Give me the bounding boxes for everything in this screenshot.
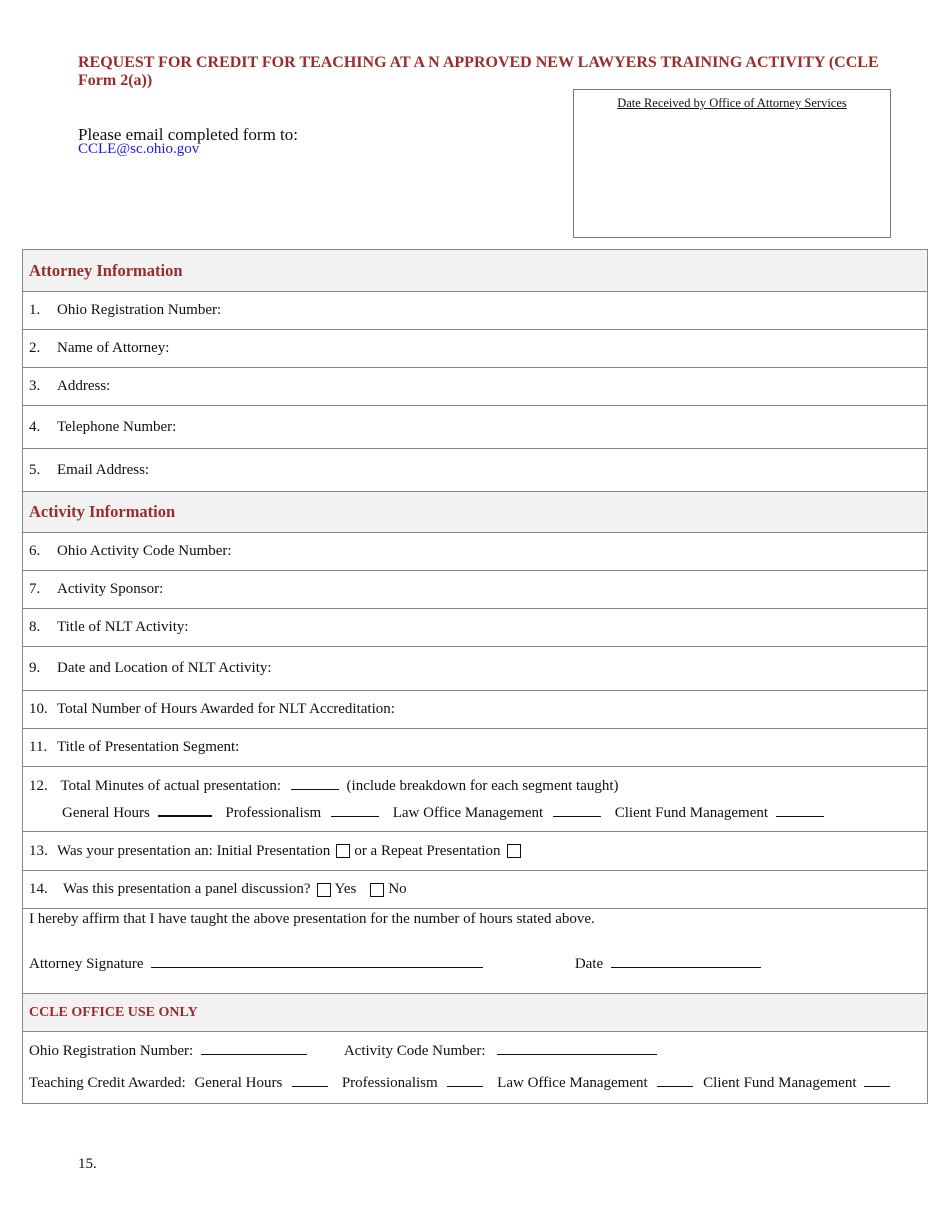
affirmation-block: [23, 909, 927, 994]
email-link[interactable]: CCLE@sc.ohio.gov: [78, 141, 200, 157]
office-use-content: [29, 1032, 890, 1092]
field-telephone-number[interactable]: [23, 406, 927, 449]
affirmation-content: [29, 909, 761, 973]
date-received-label: Date Received by Office of Attorney Services: [617, 96, 847, 110]
field-email-address[interactable]: [23, 449, 927, 492]
general-hours-blank[interactable]: [158, 803, 212, 817]
office-activity-code-label: Activity Code Number:: [343, 1043, 486, 1059]
field-number: 13.: [29, 842, 48, 859]
general-hours-label: General Hours: [62, 805, 150, 821]
client-fund-blank[interactable]: [776, 804, 824, 817]
office-general-blank[interactable]: [292, 1074, 328, 1087]
field-label: Total Minutes of actual presentation:: [60, 778, 282, 794]
date-received-box: [573, 89, 891, 238]
no-label: No: [388, 881, 407, 897]
section-heading: Activity Information: [29, 502, 176, 521]
minutes-blank[interactable]: [291, 777, 339, 790]
field-number: 2.: [29, 340, 41, 356]
field-address[interactable]: [23, 368, 927, 406]
field-number: 3.: [29, 378, 41, 394]
field-label: Email Address:: [57, 461, 150, 478]
section-office-use-only: [23, 994, 927, 1032]
office-client-fund-label: Client Fund Management: [703, 1075, 857, 1091]
field-total-minutes[interactable]: [23, 767, 927, 832]
field-number: 9.: [29, 660, 41, 676]
panel-no-checkbox[interactable]: [370, 883, 384, 897]
field-number: 14.: [29, 881, 48, 897]
date-label: Date: [574, 956, 604, 972]
breakdown-note: (include breakdown for each segment taught): [346, 778, 619, 794]
field-number: 10.: [29, 701, 48, 717]
office-activity-code-blank[interactable]: [497, 1042, 657, 1055]
field-title-presentation-segment[interactable]: [23, 729, 927, 767]
professionalism-blank[interactable]: [331, 804, 379, 817]
section-activity-information: [23, 492, 927, 533]
field-label: Ohio Activity Code Number:: [57, 543, 232, 559]
field-total-hours-nlt[interactable]: [23, 691, 927, 729]
total-minutes-line: [29, 777, 824, 795]
yes-label: Yes: [334, 881, 357, 897]
field-label: Title of Presentation Segment:: [57, 739, 240, 755]
field-activity-sponsor[interactable]: [23, 571, 927, 609]
office-law-office-label: Law Office Management: [497, 1075, 648, 1091]
field-number: 1.: [29, 302, 41, 318]
field-label: Title of NLT Activity:: [57, 619, 189, 635]
section-heading: CCLE OFFICE USE ONLY: [29, 1004, 198, 1020]
section-heading: Attorney Information: [29, 260, 183, 280]
office-line-1: [29, 1042, 890, 1060]
panel-yes-checkbox[interactable]: [317, 883, 331, 897]
form-table: [22, 249, 928, 1104]
field-panel-discussion: [23, 871, 927, 909]
credit-awarded-label: Teaching Credit Awarded:: [29, 1075, 186, 1091]
office-professionalism-label: Professionalism: [341, 1075, 438, 1091]
field-title-nlt-activity[interactable]: [23, 609, 927, 647]
field-label: Total Number of Hours Awarded for NLT Accreditation:: [57, 701, 395, 717]
field-number: 12.: [29, 778, 48, 794]
repeat-presentation-checkbox[interactable]: [507, 844, 521, 858]
field-number: 11.: [29, 739, 48, 755]
form-title: REQUEST FOR CREDIT FOR TEACHING AT A N APPROVED NEW LAWYERS TRAINING ACTIVITY (CCLE Form 2(a)): [78, 54, 879, 89]
field-label: Was your presentation an: Initial Presentation: [57, 842, 331, 859]
office-client-fund-blank[interactable]: [864, 1074, 890, 1087]
field-name-of-attorney[interactable]: [23, 330, 927, 368]
field-label: Ohio Registration Number:: [57, 302, 222, 318]
field-number: 8.: [29, 619, 41, 635]
office-law-office-blank[interactable]: [657, 1074, 693, 1087]
field-ohio-registration-number[interactable]: [23, 292, 927, 330]
signature-label: Attorney Signature: [29, 956, 144, 972]
field-number: 6.: [29, 543, 41, 559]
field-ohio-activity-code[interactable]: [23, 533, 927, 571]
field-label: Name of Attorney:: [57, 340, 170, 356]
field-label: Date and Location of NLT Activity:: [57, 660, 272, 676]
field-label: Telephone Number:: [57, 418, 177, 435]
office-ohio-reg-blank[interactable]: [201, 1042, 307, 1055]
law-office-label: Law Office Management: [392, 805, 544, 821]
footer-item-number: 15.: [78, 1156, 97, 1172]
field-presentation-type: [23, 832, 927, 871]
law-office-blank[interactable]: [553, 804, 601, 817]
section-attorney-information: [23, 250, 927, 292]
repeat-label: or a Repeat Presentation: [354, 842, 501, 859]
office-line-2: [29, 1074, 890, 1092]
field-label: Address:: [57, 378, 111, 394]
hours-breakdown-line: [29, 803, 824, 822]
office-ohio-reg-label: Ohio Registration Number:: [29, 1043, 194, 1059]
office-general-label: General Hours: [194, 1075, 283, 1091]
office-professionalism-blank[interactable]: [447, 1074, 483, 1087]
field-label: Activity Sponsor:: [57, 581, 164, 597]
field-number: 4.: [29, 418, 41, 435]
signature-blank[interactable]: [151, 955, 483, 968]
office-use-fields: [23, 1032, 927, 1103]
date-blank[interactable]: [611, 955, 761, 968]
field-date-location-nlt[interactable]: [23, 647, 927, 691]
field-number: 7.: [29, 581, 41, 597]
affirmation-text: I hereby affirm that I have taught the above presentation for the number of hours stated above.: [29, 911, 595, 927]
initial-presentation-checkbox[interactable]: [336, 844, 350, 858]
total-minutes-content: [29, 767, 824, 822]
email-prompt: Please email completed form to:: [78, 125, 298, 144]
client-fund-label: Client Fund Management: [614, 805, 769, 821]
field-label: Was this presentation a panel discussion?: [63, 881, 311, 897]
professionalism-label: Professionalism: [225, 805, 322, 821]
signature-line: [29, 955, 761, 973]
field-number: 5.: [29, 461, 41, 478]
